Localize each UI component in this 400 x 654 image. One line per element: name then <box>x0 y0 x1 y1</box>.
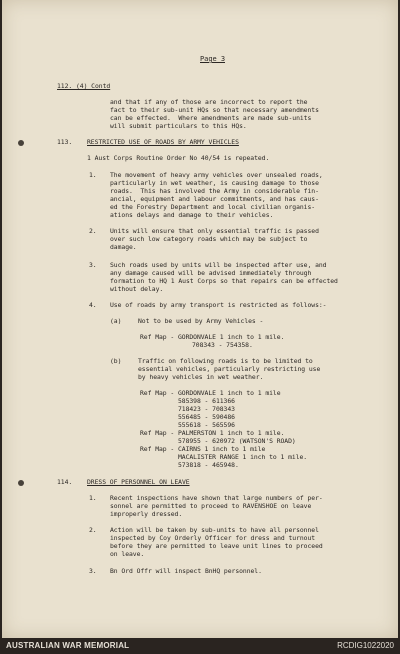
section-112-line: and that if any of those are incorrect to report the <box>110 98 308 106</box>
section-112-line: fact to their sub-unit HQs so that necessary amendments <box>110 106 319 114</box>
page-title: Page 3 <box>200 55 225 63</box>
item-line: roads. This has involved the Army in considerable fin- <box>110 187 319 195</box>
item-line: damage. <box>110 243 137 251</box>
map-reference: Ref Map - GORDONVALE 1 inch to 1 mile <box>140 389 281 397</box>
subitem-label: (b) <box>110 357 122 365</box>
section-112-line: can be effected. Where amendments are made sub-units <box>110 114 312 122</box>
archive-footer <box>0 638 400 654</box>
item-line: before they are permitted to leave unit lines to proceed <box>110 542 323 550</box>
section-113-title: RESTRICTED USE OF ROADS BY ARMY VEHICLES <box>87 138 239 146</box>
map-reference: 578955 - 620972 (WATSON'S ROAD) <box>140 437 296 445</box>
section-113-number: 113. <box>57 138 73 146</box>
item-line: on leave. <box>110 550 145 558</box>
item-line: improperly dressed. <box>110 510 183 518</box>
item-line: ations delays and damage to their vehicles. <box>110 211 274 219</box>
item-line: Use of roads by army transport is restricted as follows:- <box>110 301 327 309</box>
item-line: any damage caused will be advised immediately through <box>110 269 312 277</box>
map-reference: Ref Map - PALMERSTON 1 inch to 1 mile. <box>140 429 285 437</box>
map-reference: 573818 - 465948. <box>140 461 239 469</box>
map-reference: Ref Map - CAIRNS 1 inch to 1 mile <box>140 445 266 453</box>
item-line: formation to HQ 1 Aust Corps so that repairs can be effected <box>110 277 338 285</box>
item-number: 2. <box>89 526 97 534</box>
subitem-line: Traffic on following roads is to be limited to <box>138 357 313 365</box>
archive-name: AUSTRALIAN WAR MEMORIAL <box>6 641 130 650</box>
item-line: ed the Forestry Department and local civilian organis- <box>110 203 316 211</box>
section-113-intro: 1 Aust Corps Routine Order No 40/54 is repeated. <box>87 154 270 162</box>
item-line: Action will be taken by sub-units to have all personnel <box>110 526 319 534</box>
map-reference: 718423 - 708343 <box>140 405 235 413</box>
item-line: sonnel are permitted to proceed to RAVENSHOE on leave <box>110 502 312 510</box>
map-reference: 556485 - 590486 <box>140 413 235 421</box>
item-number: 4. <box>89 301 97 309</box>
item-number: 1. <box>89 171 97 179</box>
archive-id: RCDIG1022020 <box>337 641 394 650</box>
section-112-heading: 112. (4) Contd <box>57 82 111 90</box>
section-112-line: will submit particulars to this HQs. <box>110 122 247 130</box>
punch-hole <box>18 140 24 146</box>
map-reference: 708343 - 754358. <box>192 341 253 349</box>
item-number: 3. <box>89 567 97 575</box>
item-number: 1. <box>89 494 97 502</box>
map-reference: 585398 - 611366 <box>140 397 235 405</box>
subitem-line: by heavy vehicles in wet weather. <box>138 373 264 381</box>
map-reference: 555618 - 565596 <box>140 421 235 429</box>
item-line: Bn Ord Offr will inspect BnHQ personnel. <box>110 567 262 575</box>
item-number: 2. <box>89 227 97 235</box>
subitem-line: Not to be used by Army Vehicles - <box>138 317 264 325</box>
item-line: Recent inspections have shown that large numbers of per- <box>110 494 323 502</box>
item-line: inspected by Coy Orderly Officer for dress and turnout <box>110 534 316 542</box>
subitem-line: essential vehicles, particularly restricting use <box>138 365 321 373</box>
punch-hole <box>18 480 24 486</box>
item-line: without delay. <box>110 285 164 293</box>
document-page <box>2 0 398 638</box>
section-114-title: DRESS OF PERSONNEL ON LEAVE <box>87 478 190 486</box>
item-line: ancial, equipment and labour commitments, and has caus- <box>110 195 319 203</box>
subitem-label: (a) <box>110 317 122 325</box>
map-reference: Ref Map - GORDONVALE 1 inch to 1 mile. <box>140 333 285 341</box>
map-reference: MACALISTER RANGE 1 inch to 1 mile. <box>140 453 308 461</box>
item-line: The movement of heavy army vehicles over unsealed roads, <box>110 171 323 179</box>
item-number: 3. <box>89 261 97 269</box>
item-line: particularly in wet weather, is causing damage to those <box>110 179 319 187</box>
item-line: Units will ensure that only essential traffic is passed <box>110 227 319 235</box>
item-line: Such roads used by units will be inspected after use, and <box>110 261 327 269</box>
section-114-number: 114. <box>57 478 73 486</box>
item-line: over such low category roads which may be subject to <box>110 235 308 243</box>
